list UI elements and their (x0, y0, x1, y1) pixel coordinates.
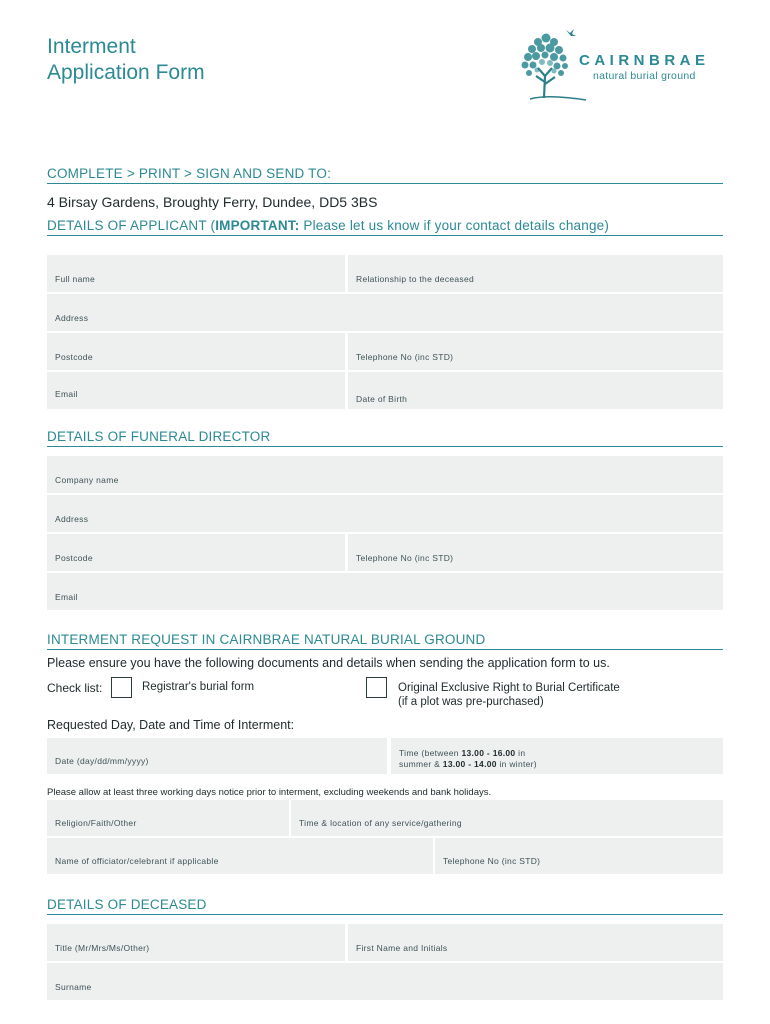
field-label: Email (55, 389, 78, 399)
applicant-dob-field[interactable] (348, 372, 723, 409)
field-label: Email (55, 592, 78, 602)
funeral-director-heading: DETAILS OF FUNERAL DIRECTOR (47, 429, 723, 447)
time-label (399, 748, 537, 770)
field-label: Date (day/dd/mm/yyyy) (55, 756, 149, 766)
officiator-field[interactable] (47, 838, 433, 874)
applicant-heading-suffix: Please let us know if your contact details change) (299, 218, 610, 233)
time-text-1: Time (between (399, 748, 462, 758)
fd-telephone-field[interactable] (348, 534, 723, 571)
field-label: Address (55, 313, 89, 323)
send-to-address: 4 Birsay Gardens, Broughty Ferry, Dundee, DD5 3BS (47, 194, 378, 210)
field-label: Name of officiator/celebrant if applicable (55, 856, 219, 866)
check-list-label: Check list: (47, 681, 103, 695)
certificate-line-2: (if a plot was pre-purchased) (398, 696, 544, 708)
fd-email-field[interactable] (47, 573, 723, 610)
send-to-heading: COMPLETE > PRINT > SIGN AND SEND TO: (47, 166, 723, 184)
field-label: Full name (55, 274, 96, 284)
cairnbrae-logo (508, 24, 730, 104)
applicant-heading (47, 218, 723, 236)
religion-field[interactable] (47, 800, 289, 836)
field-label: Telephone No (inc STD) (356, 553, 454, 563)
field-label: First Name and Initials (356, 943, 448, 953)
field-label: Telephone No (inc STD) (443, 856, 541, 866)
page-title (47, 34, 205, 86)
time-text-2: in (515, 748, 526, 758)
certificate-line-1: Original Exclusive Right to Burial Certificate (398, 682, 620, 694)
certificate-label (398, 681, 620, 709)
deceased-heading: DETAILS OF DECEASED (47, 897, 723, 915)
deceased-title-field[interactable] (47, 924, 345, 961)
applicant-telephone-field[interactable] (348, 333, 723, 370)
field-label: Address (55, 514, 89, 524)
notice-text: Please allow at least three working days notice prior to interment, excluding weekends and bank holidays. (47, 787, 492, 798)
applicant-heading-prefix: DETAILS OF APPLICANT ( (47, 218, 216, 233)
requested-label: Requested Day, Date and Time of Interment: (47, 718, 295, 732)
title-line-2: Application Form (47, 61, 205, 84)
certificate-checkbox[interactable] (366, 677, 387, 698)
field-label: Time & location of any service/gathering (299, 818, 462, 828)
registrar-checkbox[interactable] (111, 677, 132, 698)
field-label: Surname (55, 982, 92, 992)
title-line-1: Interment (47, 35, 136, 58)
field-label: Date of Birth (356, 394, 408, 404)
logo-name: CAIRNBRAE (579, 52, 710, 69)
ensure-text: Please ensure you have the following documents and details when sending the application form to us. (47, 656, 610, 670)
field-label: Company name (55, 475, 119, 485)
field-label: Postcode (55, 352, 93, 362)
applicant-email-field[interactable] (47, 372, 345, 409)
deceased-surname-field[interactable] (47, 963, 723, 1000)
service-field[interactable] (291, 800, 723, 836)
fd-address-field[interactable] (47, 495, 723, 532)
officiator-telephone-field[interactable] (435, 838, 723, 874)
field-label: Title (Mr/Mrs/Ms/Other) (55, 943, 150, 953)
interment-heading: INTERMENT REQUEST IN CAIRNBRAE NATURAL BURIAL GROUND (47, 632, 723, 650)
interment-time-field[interactable] (391, 738, 723, 774)
important-label: IMPORTANT: (215, 218, 300, 233)
fd-postcode-field[interactable] (47, 534, 345, 571)
applicant-relationship-field[interactable] (348, 255, 723, 292)
applicant-full-name-field[interactable] (47, 255, 345, 292)
tree-icon (508, 24, 588, 104)
field-label: Telephone No (inc STD) (356, 352, 454, 362)
applicant-postcode-field[interactable] (47, 333, 345, 370)
logo-subtitle: natural burial ground (593, 70, 696, 82)
field-label: Relationship to the deceased (356, 274, 475, 284)
registrar-label: Registrar's burial form (142, 681, 255, 693)
time-text-3: summer & (399, 759, 443, 769)
field-label: Religion/Faith/Other (55, 818, 137, 828)
fd-company-field[interactable] (47, 456, 723, 493)
field-label: Postcode (55, 553, 93, 563)
winter-hours: 13.00 - 14.00 (442, 759, 497, 769)
interment-date-field[interactable] (47, 738, 387, 774)
applicant-address-field[interactable] (47, 294, 723, 331)
time-text-4: in winter) (496, 759, 537, 769)
summer-hours: 13.00 - 16.00 (461, 748, 516, 758)
deceased-first-name-field[interactable] (348, 924, 723, 961)
